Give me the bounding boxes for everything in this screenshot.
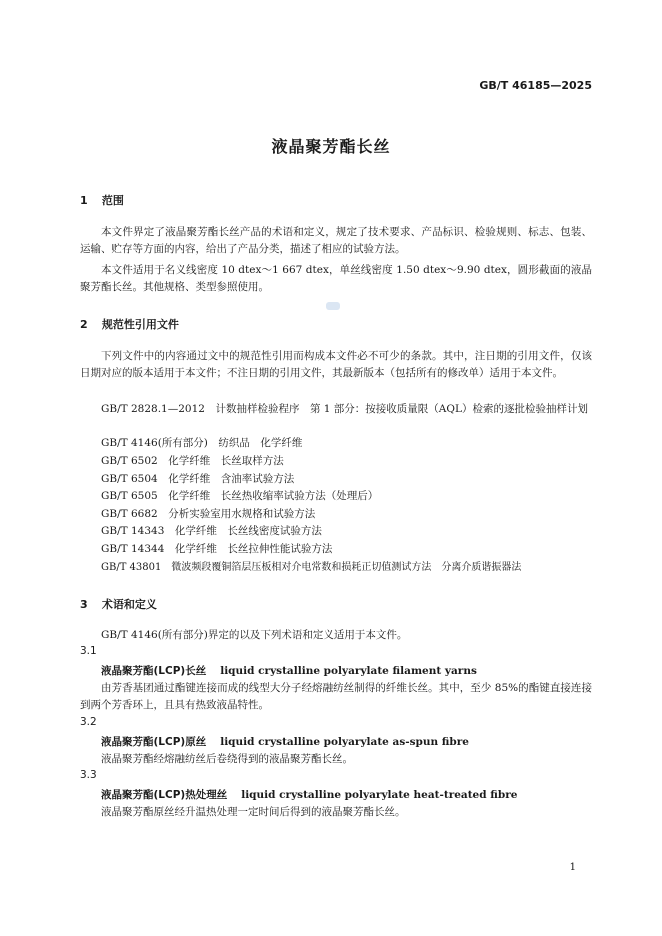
term-number: 3.1 — [80, 645, 97, 657]
reference-item — [101, 523, 322, 538]
reference-code: GB/T 6502 — [101, 455, 158, 467]
reference-code: GB/T 6682 — [101, 508, 158, 520]
terms-intro: GB/T 4146(所有部分)界定的以及下列术语和定义适用于本文件。 — [101, 629, 408, 641]
term-name-en: liquid crystalline polyarylate as-spun fibre — [220, 736, 469, 748]
reference-title: 计数抽样检验程序 第 1 部分：按接收质量限（AQL）检索的逐批检验抽样计划 — [215, 403, 588, 415]
standard-code: GB/T 46185—2025 — [479, 79, 592, 92]
section-title: 范围 — [101, 194, 124, 207]
section-number: 2 — [80, 318, 88, 331]
reference-code: GB/T 14343 — [101, 525, 165, 537]
term-name-zh: 液晶聚芳酯(LCP)原丝 — [101, 736, 207, 748]
scope-paragraph-2: 本文件适用于名义线密度 10 dtex～1 667 dtex，单丝线密度 1.50 dtex～9.90 dtex，圆形截面的液晶聚芳酯长丝。其他规格、类型参照使用。 — [80, 264, 592, 293]
reference-title: 微波频段覆铜箔层压板相对介电常数和损耗正切值测试方法 分离介质谐振器法 — [171, 562, 522, 573]
term-definition: 由芳香基团通过酯键连接而成的线型大分子经熔融纺丝制得的纤维长丝。其中，至少 85%的酯键直接连接到两个芳香环上，且具有热致液晶特性。 — [80, 682, 592, 711]
reference-code: GB/T 2828.1—2012 — [101, 403, 205, 415]
reference-code: GB/T 6505 — [101, 490, 158, 502]
term-name-en: liquid crystalline polyarylate heat-treated fibre — [241, 789, 518, 801]
term-definition: 液晶聚芳酯经熔融纺丝后卷绕得到的液晶聚芳酯长丝。 — [101, 753, 353, 765]
section-1-heading — [80, 192, 124, 208]
section-number: 1 — [80, 194, 88, 207]
reference-item — [80, 401, 592, 418]
reference-item — [101, 488, 378, 503]
term-number: 3.3 — [80, 769, 97, 781]
reference-title: 纺织品 化学纤维 — [218, 437, 303, 449]
term-name-en: liquid crystalline polyarylate filament yarns — [220, 665, 477, 677]
references-intro: 下列文件中的内容通过文中的规范性引用而构成本文件必不可少的条款。其中，注日期的引用文件，仅该日期对应的版本适用于本文件；不注日期的引用文件，其最新版本（包括所有的修改单）适用于本文件。 — [80, 350, 592, 379]
term-name — [101, 663, 477, 678]
reference-title: 化学纤维 含油率试验方法 — [168, 473, 295, 485]
term-definition: 液晶聚芳酯原丝经升温热处理一定时间后得到的液晶聚芳酯长丝。 — [101, 806, 406, 818]
term-name — [101, 787, 517, 802]
term-number: 3.2 — [80, 716, 97, 728]
reference-item — [101, 558, 521, 573]
reference-code: GB/T 14344 — [101, 543, 165, 555]
section-title: 规范性引用文件 — [101, 318, 179, 331]
section-3-heading — [80, 596, 157, 612]
reference-title: 化学纤维 长丝取样方法 — [168, 455, 284, 467]
reference-item — [101, 453, 284, 468]
term-name-zh: 液晶聚芳酯(LCP)热处理丝 — [101, 789, 228, 801]
scope-paragraph-1: 本文件界定了液晶聚芳酯长丝产品的术语和定义，规定了技术要求、产品标识、检验规则、标志、包装、运输、贮存等方面的内容，给出了产品分类，描述了相应的试验方法。 — [80, 226, 592, 255]
reference-item — [101, 541, 332, 556]
section-2-heading — [80, 316, 179, 332]
reference-item — [101, 506, 315, 521]
reference-title: 分析实验室用水规格和试验方法 — [168, 508, 316, 520]
term-name-zh: 液晶聚芳酯(LCP)长丝 — [101, 665, 207, 677]
reference-code: GB/T 4146(所有部分) — [101, 437, 208, 449]
section-number: 3 — [80, 598, 88, 611]
section-title: 术语和定义 — [101, 598, 157, 611]
reference-code: GB/T 6504 — [101, 473, 158, 485]
reference-title: 化学纤维 长丝拉伸性能试验方法 — [174, 543, 333, 555]
reference-item — [101, 471, 294, 486]
watermark-logo — [326, 302, 340, 310]
reference-code: GB/T 43801 — [101, 562, 162, 573]
page-number: 1 — [569, 862, 576, 873]
document-title: 液晶聚芳酯长丝 — [271, 137, 391, 156]
reference-title: 化学纤维 长丝热收缩率试验方法（处理后） — [168, 490, 379, 502]
reference-title: 化学纤维 长丝线密度试验方法 — [174, 525, 322, 537]
reference-item — [101, 435, 302, 450]
term-name — [101, 734, 469, 749]
